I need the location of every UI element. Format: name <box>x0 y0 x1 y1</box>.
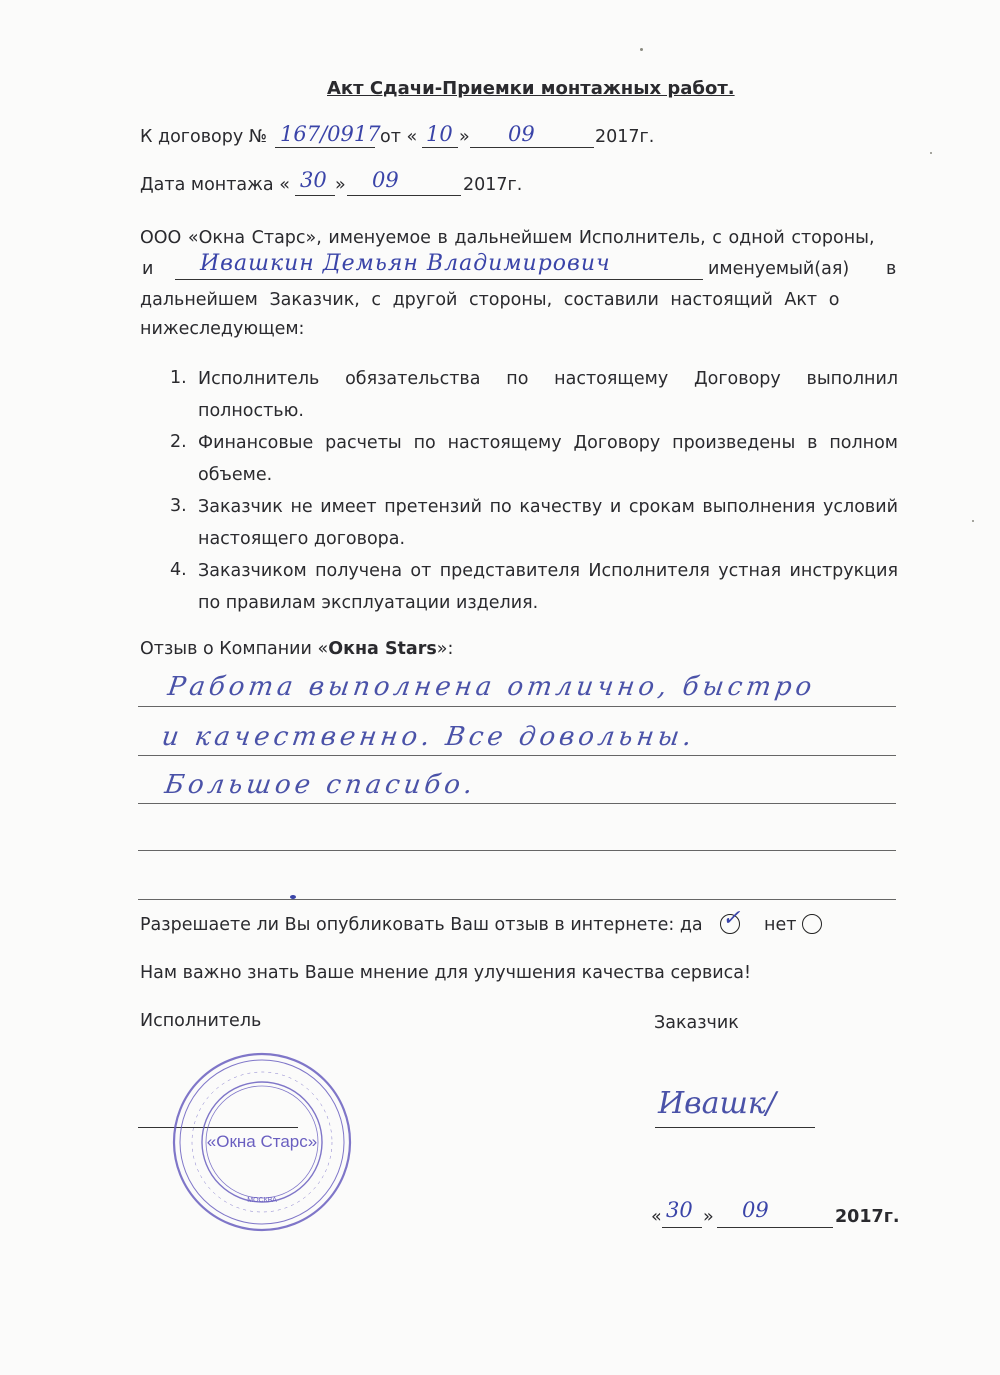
publish-yes-check: ✓ <box>722 906 741 931</box>
install-month-underline <box>347 195 461 196</box>
contract-line <box>140 126 267 148</box>
contract-from: от « <box>380 127 418 147</box>
publish-no-label: нет <box>764 915 797 935</box>
ink-dot <box>290 895 296 899</box>
parties-line-1: ООО «Окна Старс», именуемое в дальнейшем Исполнитель, с одной стороны, <box>140 228 875 248</box>
contract-number: 167/0917 <box>280 122 381 146</box>
stamp-city: МОСКВА <box>247 1197 277 1204</box>
list-item-4: Заказчиком получена от представителя Исполнителя устная инструкция по правилам эксплуатации изделия. <box>198 561 898 613</box>
install-year: 2017г. <box>463 175 523 195</box>
company-stamp <box>170 1050 354 1234</box>
document-title: Акт Сдачи-Приемки монтажных работ. <box>327 78 735 99</box>
sign-date-year: 2017г. <box>835 1207 900 1227</box>
contract-year: 2017г. <box>595 127 655 147</box>
contract-day: 10 <box>426 122 453 146</box>
publish-no-radio[interactable] <box>802 914 822 934</box>
customer-name-underline <box>175 279 703 280</box>
install-day-underline <box>295 195 335 196</box>
list-num-4: 4. <box>170 560 187 580</box>
publish-question: Разрешаете ли Вы опубликовать Ваш отзыв в интернете: да <box>140 915 703 935</box>
review-label <box>140 638 453 660</box>
sign-date-month: 09 <box>742 1198 769 1222</box>
executor-label: Исполнитель <box>140 1011 262 1031</box>
install-month: 09 <box>372 168 399 192</box>
customer-signature: Ивашк/ <box>658 1086 776 1121</box>
customer-label: Заказчик <box>654 1013 739 1033</box>
review-rule-4 <box>138 850 896 851</box>
review-text-line-2: и качественно. Все довольны. <box>159 722 698 752</box>
sign-date-mid: » <box>703 1207 714 1227</box>
list-item-3: Заказчик не имеет претензий по качеству и срокам выполнения условий настоящего договора. <box>198 497 898 549</box>
list-num-2: 2. <box>170 432 187 452</box>
review-rule-3 <box>138 803 896 804</box>
parties-named: именуемый(ая) <box>708 259 850 279</box>
list-item-1: Исполнитель обязательства по настоящему Договору выполнил полностью. <box>198 369 898 421</box>
review-company-name: Окна Stars <box>328 639 437 659</box>
paper-speck <box>640 48 643 51</box>
sign-date-month-underline <box>717 1227 833 1228</box>
review-text-line-3: Большое спасибо. <box>162 770 479 800</box>
customer-name: Ивашкин Демьян Владимирович <box>200 251 611 276</box>
review-label-prefix: Отзыв о Компании « <box>140 639 329 659</box>
review-rule-5 <box>138 899 896 900</box>
install-mid: » <box>335 175 346 195</box>
contract-mid: » <box>459 127 470 147</box>
review-text-line-1: Работа выполнена отлично, быстро <box>165 672 818 702</box>
stamp-name: «Окна Старс» <box>206 1132 318 1151</box>
contract-day-underline <box>422 147 458 148</box>
opinion-text: Нам важно знать Ваше мнение для улучшения качества сервиса! <box>140 963 751 983</box>
contract-number-underline <box>275 147 375 148</box>
sign-date-open: « <box>651 1207 662 1227</box>
sign-date-day: 30 <box>666 1198 693 1222</box>
contract-month-underline <box>470 147 594 148</box>
parties-and: и <box>142 259 154 279</box>
contract-month: 09 <box>508 122 535 146</box>
review-label-suffix: »: <box>436 639 454 659</box>
parties-in: в <box>886 259 897 279</box>
customer-signature-line <box>655 1127 815 1128</box>
list-item-2: Финансовые расчеты по настоящему Договору произведены в полном объеме. <box>198 433 898 485</box>
paper-speck <box>930 152 932 154</box>
parties-line-3: дальнейшем Заказчик, с другой стороны, составили настоящий Акт о <box>140 290 840 310</box>
paper-speck <box>972 520 974 522</box>
sign-date-day-underline <box>662 1227 702 1228</box>
list-num-1: 1. <box>170 368 187 388</box>
contract-prefix: К договору № <box>140 127 267 147</box>
install-date-prefix: Дата монтажа « <box>140 175 290 195</box>
review-rule-2 <box>138 755 896 756</box>
parties-line-4: нижеследующем: <box>140 319 305 339</box>
review-rule-1 <box>138 706 896 707</box>
install-day: 30 <box>300 168 327 192</box>
list-num-3: 3. <box>170 496 187 516</box>
